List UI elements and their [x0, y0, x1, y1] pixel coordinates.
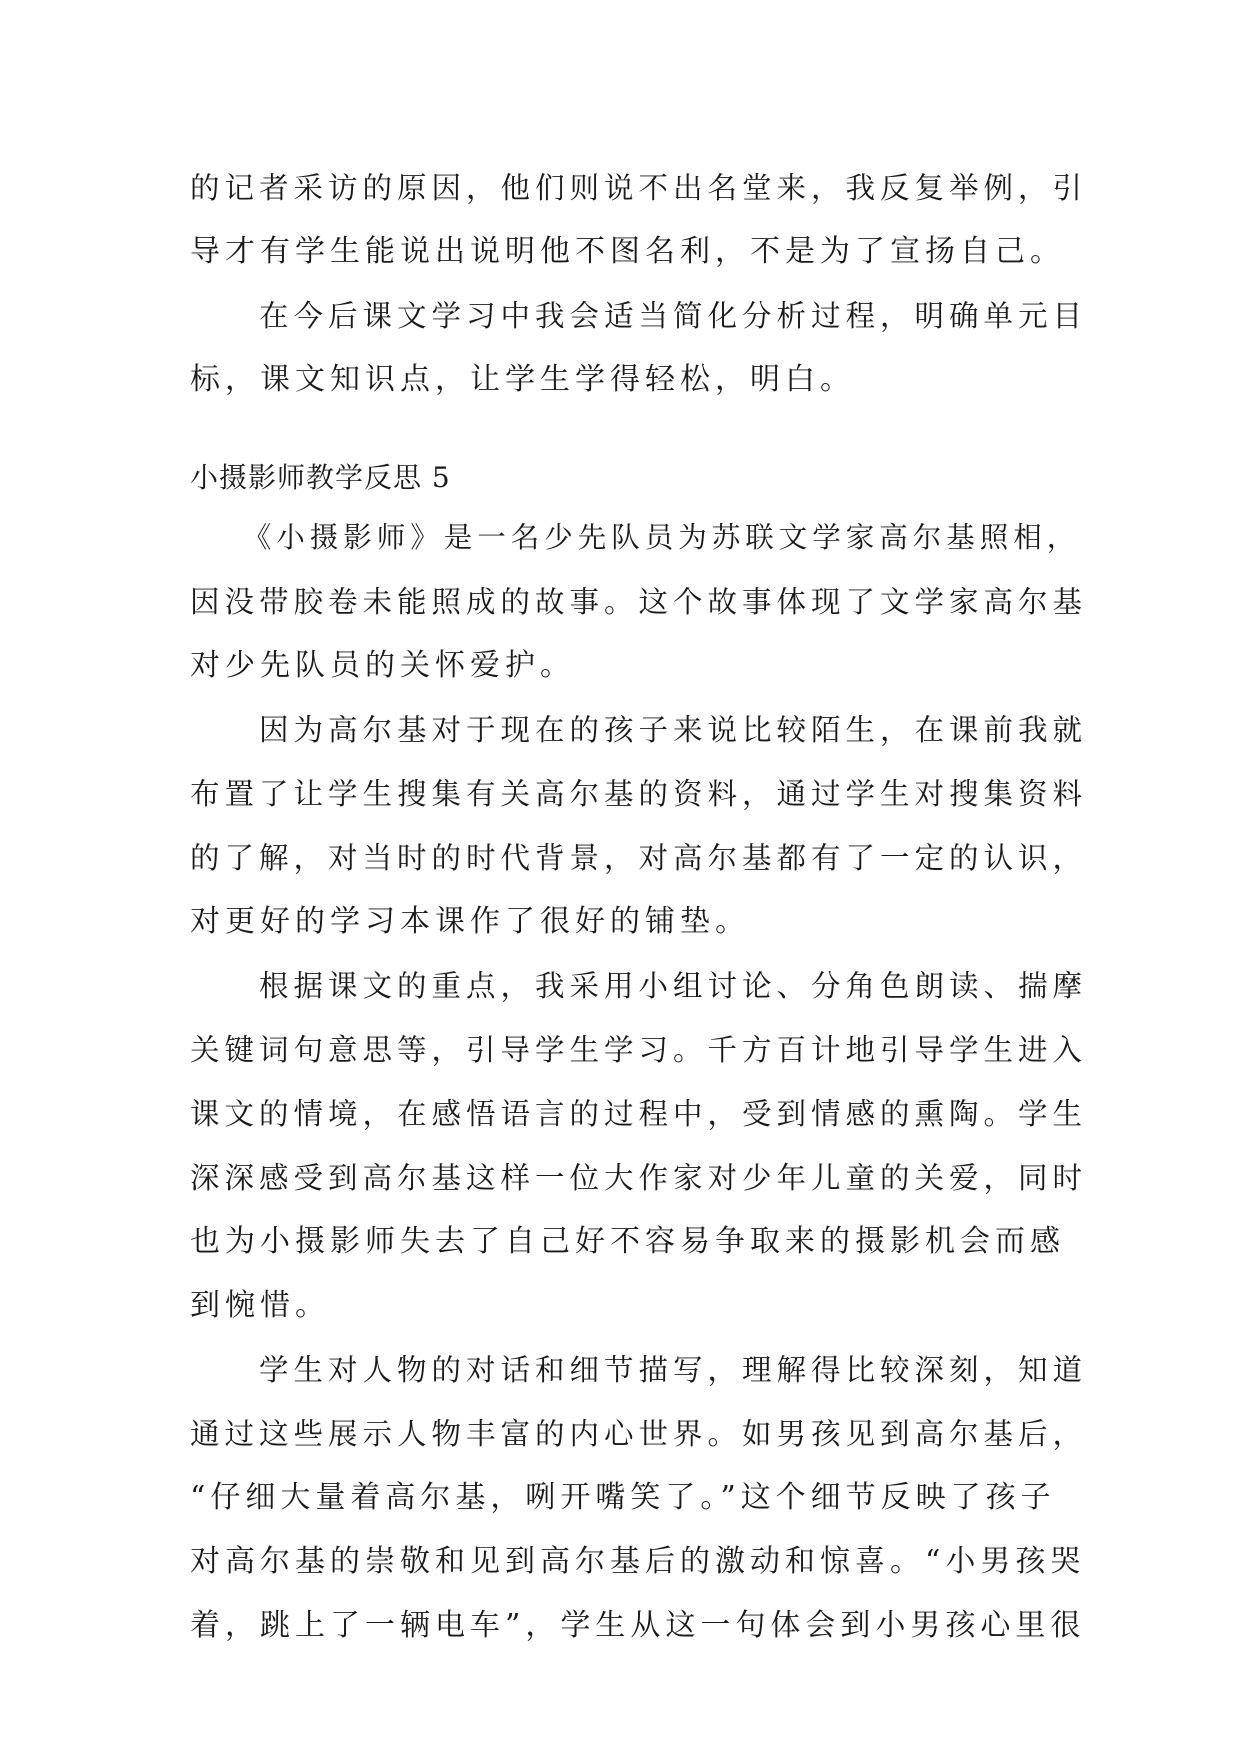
paragraph-line: 因为高尔基对于现在的孩子来说比较陌生，在课前我就: [190, 713, 1088, 747]
paragraph-line: 对高尔基的崇敬和见到高尔基后的激动和惊喜。“小男孩哭: [190, 1544, 1086, 1579]
paragraph-line: 的了解，对当时的时代背景，对高尔基都有了一定的认识，: [190, 841, 1088, 875]
paragraph-line: 也为小摄影师失去了自己好不容易争取来的摄影机会而感: [190, 1224, 1065, 1259]
paragraph-line: 因没带胶卷未能照成的故事。这个故事体现了文学家高尔基: [190, 585, 1088, 619]
paragraph-line: 着，跳上了一辆电车”，学生从这一句体会到小男孩心里很: [190, 1608, 1086, 1643]
paragraph-line: 对少先队员的关怀爱护。: [190, 648, 575, 683]
paragraph-line: 深深感受到高尔基这样一位大作家对少年儿童的关爱，同时: [190, 1161, 1088, 1195]
paragraph-line: 根据课文的重点，我采用小组讨论、分角色朗读、揣摩: [190, 969, 1088, 1003]
paragraph-line: 学生对人物的对话和细节描写，理解得比较深刻，知道: [190, 1353, 1088, 1387]
paragraph-line: 布置了让学生搜集有关高尔基的资料，通过学生对搜集资料: [190, 777, 1088, 811]
paragraph-line: “仔细大量着高尔基，咧开嘴笑了。”这个细节反映了孩子: [190, 1480, 1056, 1515]
paragraph-line: 标，课文知识点，让学生学得轻松，明白。: [190, 362, 855, 397]
paragraph-line: 对更好的学习本课作了很好的铺垫。: [190, 904, 750, 939]
paragraph-line: 课文的情境，在感悟语言的过程中，受到情感的熏陶。学生: [190, 1097, 1088, 1131]
paragraph-line: 《小摄影师》是一名少先队员为苏联文学家高尔基照相，: [190, 521, 1081, 554]
paragraph-line: 的记者采访的原因，他们则说不出名堂来，我反复举例，引: [190, 171, 1088, 205]
paragraph-line: 导才有学生能说出说明他不图名利，不是为了宣扬自己。: [190, 234, 1065, 269]
section-heading: 小摄影师教学反思 5: [190, 461, 451, 494]
paragraph-line: 到惋惜。: [190, 1288, 330, 1323]
paragraph-line: 通过这些展示人物丰富的内心世界。如男孩见到高尔基后，: [190, 1417, 1088, 1451]
paragraph-line: 关键词句意思等，引导学生学习。千方百计地引导学生进入: [190, 1033, 1088, 1067]
paragraph-line: 在今后课文学习中我会适当简化分析过程，明确单元目: [190, 299, 1088, 333]
